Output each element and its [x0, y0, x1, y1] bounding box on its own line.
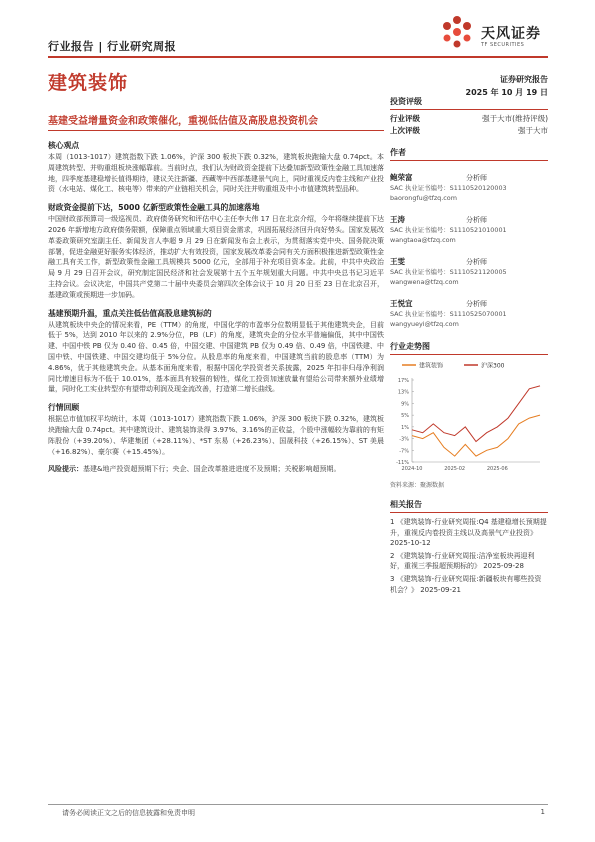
section-market-review [48, 402, 384, 457]
section-fiscal [48, 202, 384, 300]
y-tick-label: -11% [396, 460, 409, 466]
author-role: 分析师 [466, 216, 487, 224]
page-number: 1 [540, 808, 545, 816]
x-tick-label: 2024-10 [401, 466, 423, 472]
y-tick-label: -7% [399, 448, 409, 455]
rating-value: 强于大市(维持评级) [482, 114, 548, 123]
section-text: 中国财政部预算司一级巡视员、政府债务研究和评估中心主任李大伟 17 日在北京介绍，今年将继续提前下达 2026 年新增地方政府债务限额，保障重点领域重大项目资金需求，巩固拓展经济回升向好势头。国家发展改革委政策研究室副主任、新闻发言人李超 9 月 29 日在新闻发布会上表示，为贯彻落实党中央、国务院决策部署，促进金融更好服务实体经济，推动扩大有效投资，国家发展改革委会同有关方面积极推进新型政策性金融工具有关工作，新型政策性金融工具规模共 5000 亿元，全部用于补充项目资本金。此前，中共中央政治局 9 月 29 日召开会议，研究制定国民经济和社会发展第十五个五年规划重大问题。中共中央总书记习近平主持会议。会议决定，中国共产党第二十届中央委员会第四次全体会议于 10 月 20 日至 23 日在北京召开，基建政策或预期进一步加码。 [48, 215, 384, 299]
author-license: SAC 执业证书编号：S1110520120003 [390, 184, 507, 192]
y-tick-label: 13% [397, 389, 409, 396]
trend-chart [390, 358, 548, 478]
section-heading: 基建预期升温，重点关注低估值高股息建筑标的 [48, 308, 212, 318]
report-category-header: 行业报告 | 行业研究周报 [48, 40, 177, 53]
author-license: SAC 执业证书编号：S1110521010001 [390, 226, 507, 234]
rating-value: 强于大市 [518, 126, 548, 135]
section-heading: 行情回顾 [48, 403, 80, 413]
authors-heading: 作者 [390, 147, 548, 161]
rating-row [390, 125, 548, 137]
chart-source: 资料来源：聚源数据 [390, 482, 445, 489]
x-tick-label: 2025-06 [486, 466, 508, 472]
y-tick-label: -3% [399, 436, 409, 443]
section-text: 本周（1013-1017）建筑指数下跌 1.06%，沪深 300 板块下跌 0.32%，建筑板块跑输大盘 0.74pct。本周建筑转型、并购重组板块涨幅靠前。当前时点，我们认为财政资金提前下达叠加新型政策性金融工具加速落地，四季度基建稳增长值得期待，建议关注新疆、西藏等中西部基建景气向上，同时重视反内卷主线和产业投资（水电站、煤化工、核电等）带来的产业链相关机会，同时关注并购重组及中小市值建筑转型品种。 [48, 153, 384, 194]
rating-key: 上次评级 [390, 126, 420, 135]
x-tick-label: 2025-02 [444, 466, 466, 472]
series-line [412, 386, 540, 442]
sidebar [390, 96, 548, 595]
report-type: 证券研究报告 [500, 75, 548, 84]
company-logo [438, 14, 548, 50]
rating-row [390, 113, 548, 125]
y-tick-label: 17% [397, 378, 409, 384]
author-name: 王悦宜 [390, 299, 413, 308]
author-role: 分析师 [466, 258, 487, 266]
headline-rule [48, 130, 384, 131]
section-valuation [48, 308, 384, 396]
header-rule [48, 56, 548, 58]
author-entry [390, 249, 548, 287]
trend-chart-svg [390, 358, 548, 478]
related-report[interactable]: 2 《建筑装饰-行业研究周报:洁净室板块再迎利好，重视三季报超预期标的》 2025-09-28 [390, 551, 535, 571]
rating-heading: 投资评级 [390, 96, 548, 110]
author-license: SAC 执业证书编号：S1110525070001 [390, 310, 507, 318]
report-headline: 基建受益增量资金和政策催化，重视低估值及高股息投资机会 [48, 116, 318, 127]
logo-mark-icon [438, 14, 476, 50]
related-report[interactable]: 1 《建筑装饰-行业研究周报:Q4 基建稳增长预期提升，重视反内卷投资主线以及高景气产业投资》 2025-10-12 [390, 518, 547, 548]
legend-label: 建筑装饰 [419, 362, 444, 370]
author-email: wangyueyi@tfzq.com [390, 319, 459, 328]
section-text: 根据总市值加权平均统计，本周（1013-1017）建筑指数下跌 1.06%，沪深 300 板块下跌 0.32%，建筑板块跑输大盘 0.74pct。其中建筑设计、建筑装饰录得 3.97%、3.16%的正收益，个股中涨幅较为靠前的有矩阵股份（+39.20%）、华建集团（+28.11%）、*ST 东易（+26.23%）、国晟科技（+26.15%）、ST 美晨（+16.82%）、豪尔赛（+15.45%）。 [48, 415, 384, 456]
y-tick-label: 9% [401, 401, 409, 408]
legend-label: 沪深300 [481, 362, 505, 370]
author-name: 王雯 [390, 257, 405, 266]
footer-disclaimer: 请务必阅读正文之后的信息披露和免责申明 [62, 809, 195, 817]
industry-title: 建筑装饰 [48, 72, 129, 94]
report-date: 2025 年 10 月 19 日 [465, 88, 548, 97]
y-tick-label: 1% [401, 424, 409, 431]
author-entry [390, 207, 548, 245]
section-heading: 财政资金提前下达，5000 亿新型政策性金融工具的加速落地 [48, 203, 260, 213]
footer-rule [48, 804, 548, 805]
y-tick-label: 5% [401, 413, 409, 420]
author-email: wangwena@tfzq.com [390, 277, 459, 286]
logo-text: 天风证券 [481, 26, 541, 42]
section-heading: 核心观点 [48, 141, 80, 150]
risk-warning [48, 464, 384, 475]
rating-key: 行业评级 [390, 114, 420, 123]
author-role: 分析师 [466, 174, 487, 182]
author-role: 分析师 [466, 300, 487, 308]
author-email: baorongfu@tfzq.com [390, 193, 457, 202]
trend-heading: 行业走势图 [390, 341, 548, 355]
main-body [48, 140, 384, 482]
section-core-view [48, 140, 384, 195]
author-license: SAC 执业证书编号：S1110521120005 [390, 268, 507, 276]
author-entry [390, 291, 548, 329]
author-name: 王涛 [390, 215, 405, 224]
author-entry [390, 165, 548, 203]
risk-text: 基建&地产投资超预期下行；央企、国企改革推进进度不及预期；关税影响超预期。 [83, 465, 341, 474]
author-email: wangtaoa@tfzq.com [390, 235, 456, 244]
related-heading: 相关报告 [390, 499, 548, 513]
logo-subtext: TF SECURITIES [481, 42, 525, 48]
series-line [412, 415, 540, 456]
author-name: 鲍荣富 [390, 173, 413, 182]
risk-label: 风险提示： [48, 465, 83, 474]
related-report[interactable]: 3 《建筑装饰-行业研究周报:新疆板块有哪些投资机会？》 2025-09-21 [390, 574, 542, 594]
section-text: 从建筑板块中央企的情况来看，PE（TTM）的角度，中国化学的市盈率分位数明显低于其他建筑央企，目前低于 5%，达到 2010 年以来的 2.9%分位，PB（LF）的角度，建筑央企的分位水平普遍偏低，其中中国铁建、中国中铁 PB 仅为 0.40 倍、0.45 倍，中国交建、中国建筑 PB 仅为 0.49 倍、0.49 倍，中国铁建、中国中铁、中国铁建、中国交建均低于 5%分位。从股息率的角度来看，中国建筑当前的股息率（TTM）为 4.86%，优于其他建筑央企。从基本面角度来看，根据中国化学投资者关系披露，2025 年扣非归母净利润同比增速目标为不低于 10.01%，基本面具有较强的韧性，煤化工投资加速放量有望给公司带来额外业绩增量，同时化工实业转型亦有望带动利润及现金流改善，打造第二增长曲线。 [48, 320, 384, 394]
